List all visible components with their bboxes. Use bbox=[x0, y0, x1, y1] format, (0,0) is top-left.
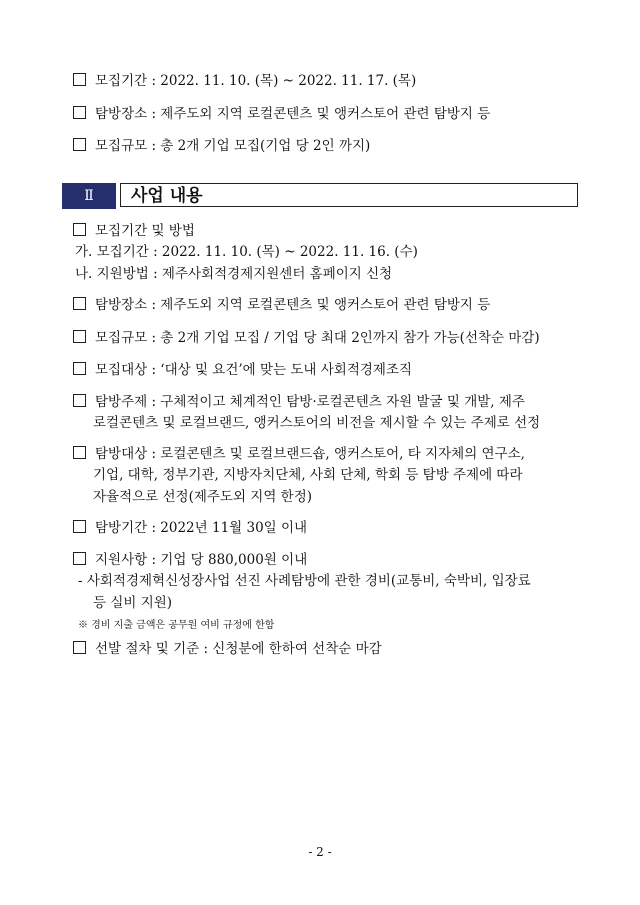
period-method-heading-text: 모집기간 및 방법 bbox=[95, 223, 195, 239]
checkbox-square-icon bbox=[73, 297, 86, 310]
checkbox-square-icon bbox=[73, 394, 86, 407]
selection-item bbox=[73, 640, 382, 658]
target-text: 모집대상 : ‘대상 및 요건’에 맞는 도내 사회적경제조직 bbox=[95, 362, 413, 378]
destination-text-3: 자율적으로 선정(제주도외 지역 한정) bbox=[93, 489, 313, 505]
expense-note: ※ 경비 지출 금액은 공무원 여비 규정에 한함 bbox=[78, 620, 275, 631]
period-method-a: 가. 모집기간 : 2022. 11. 10. (목) ~ 2022. 11. 16. (수) bbox=[75, 244, 418, 260]
support-detail-2: 등 실비 지원) bbox=[93, 595, 173, 611]
period-method-b: 나. 지원방법 : 제주사회적경제지원센터 홈페이지 신청 bbox=[75, 266, 393, 282]
recruit-scale-item bbox=[73, 137, 370, 155]
theme-text-2: 로컬콘텐츠 및 로컬브랜드, 앵커스토어의 비전을 제시할 수 있는 주제로 선정 bbox=[93, 415, 541, 431]
section-number: Ⅱ bbox=[62, 183, 116, 209]
checkbox-square-icon bbox=[73, 73, 86, 86]
visit-place-item bbox=[73, 105, 490, 123]
theme-text-1: 탐방주제 : 구체적이고 체계적인 탐방·로컬콘텐츠 자원 발굴 및 개발, 제주 bbox=[95, 394, 525, 410]
selection-text: 선발 절차 및 기준 : 신청분에 한하여 선착순 마감 bbox=[95, 641, 382, 657]
period-method-heading bbox=[73, 222, 195, 240]
visit-period-text: 탐방기간 : 2022년 11월 30일 이내 bbox=[95, 520, 308, 536]
destination-text-2: 기업, 대학, 정부기관, 지방자치단체, 사회 단체, 학회 등 탐방 주제에 따라 bbox=[93, 467, 523, 483]
visit-period-item bbox=[73, 519, 307, 537]
section-header bbox=[62, 183, 578, 209]
checkbox-square-icon bbox=[73, 552, 86, 565]
checkbox-square-icon bbox=[73, 446, 86, 459]
scale-item bbox=[73, 329, 540, 347]
scale-text: 모집규모 : 총 2개 기업 모집 / 기업 당 최대 2인까지 참가 가능(선착순 마감) bbox=[95, 330, 540, 346]
target-item bbox=[73, 361, 412, 379]
checkbox-square-icon bbox=[73, 106, 86, 119]
checkbox-square-icon bbox=[73, 362, 86, 375]
checkbox-square-icon bbox=[73, 520, 86, 533]
checkbox-square-icon bbox=[73, 223, 86, 236]
checkbox-square-icon bbox=[73, 330, 86, 343]
place-text: 탐방장소 : 제주도외 지역 로컬콘텐츠 및 앵커스토어 관련 탐방지 등 bbox=[95, 297, 491, 313]
destination-text-1: 탐방대상 : 로컬콘텐츠 및 로컬브랜드숍, 앵커스토어, 타 지자체의 연구소, bbox=[95, 446, 525, 462]
recruit-period-item bbox=[73, 72, 416, 90]
visit-place-text: 탐방장소 : 제주도외 지역 로컬콘텐츠 및 앵커스토어 관련 탐방지 등 bbox=[95, 106, 491, 122]
support-item bbox=[73, 551, 307, 569]
checkbox-square-icon bbox=[73, 641, 86, 654]
recruit-scale-text: 모집규모 : 총 2개 기업 모집(기업 당 2인 까지) bbox=[95, 138, 371, 154]
support-text: 지원사항 : 기업 당 880,000원 이내 bbox=[95, 552, 308, 568]
checkbox-square-icon bbox=[73, 138, 86, 151]
place-item bbox=[73, 296, 490, 314]
recruit-period-text: 모집기간 : 2022. 11. 10. (목) ~ 2022. 11. 17. (목) bbox=[95, 73, 417, 89]
page-number: - 2 - bbox=[308, 845, 332, 859]
destination-item bbox=[73, 445, 525, 463]
theme-item bbox=[73, 393, 525, 411]
support-detail-1: - 사회적경제혁신성장사업 선진 사례탐방에 관한 경비(교통비, 숙박비, 입장료 bbox=[78, 573, 531, 589]
section-title: 사업 내용 bbox=[120, 183, 578, 207]
